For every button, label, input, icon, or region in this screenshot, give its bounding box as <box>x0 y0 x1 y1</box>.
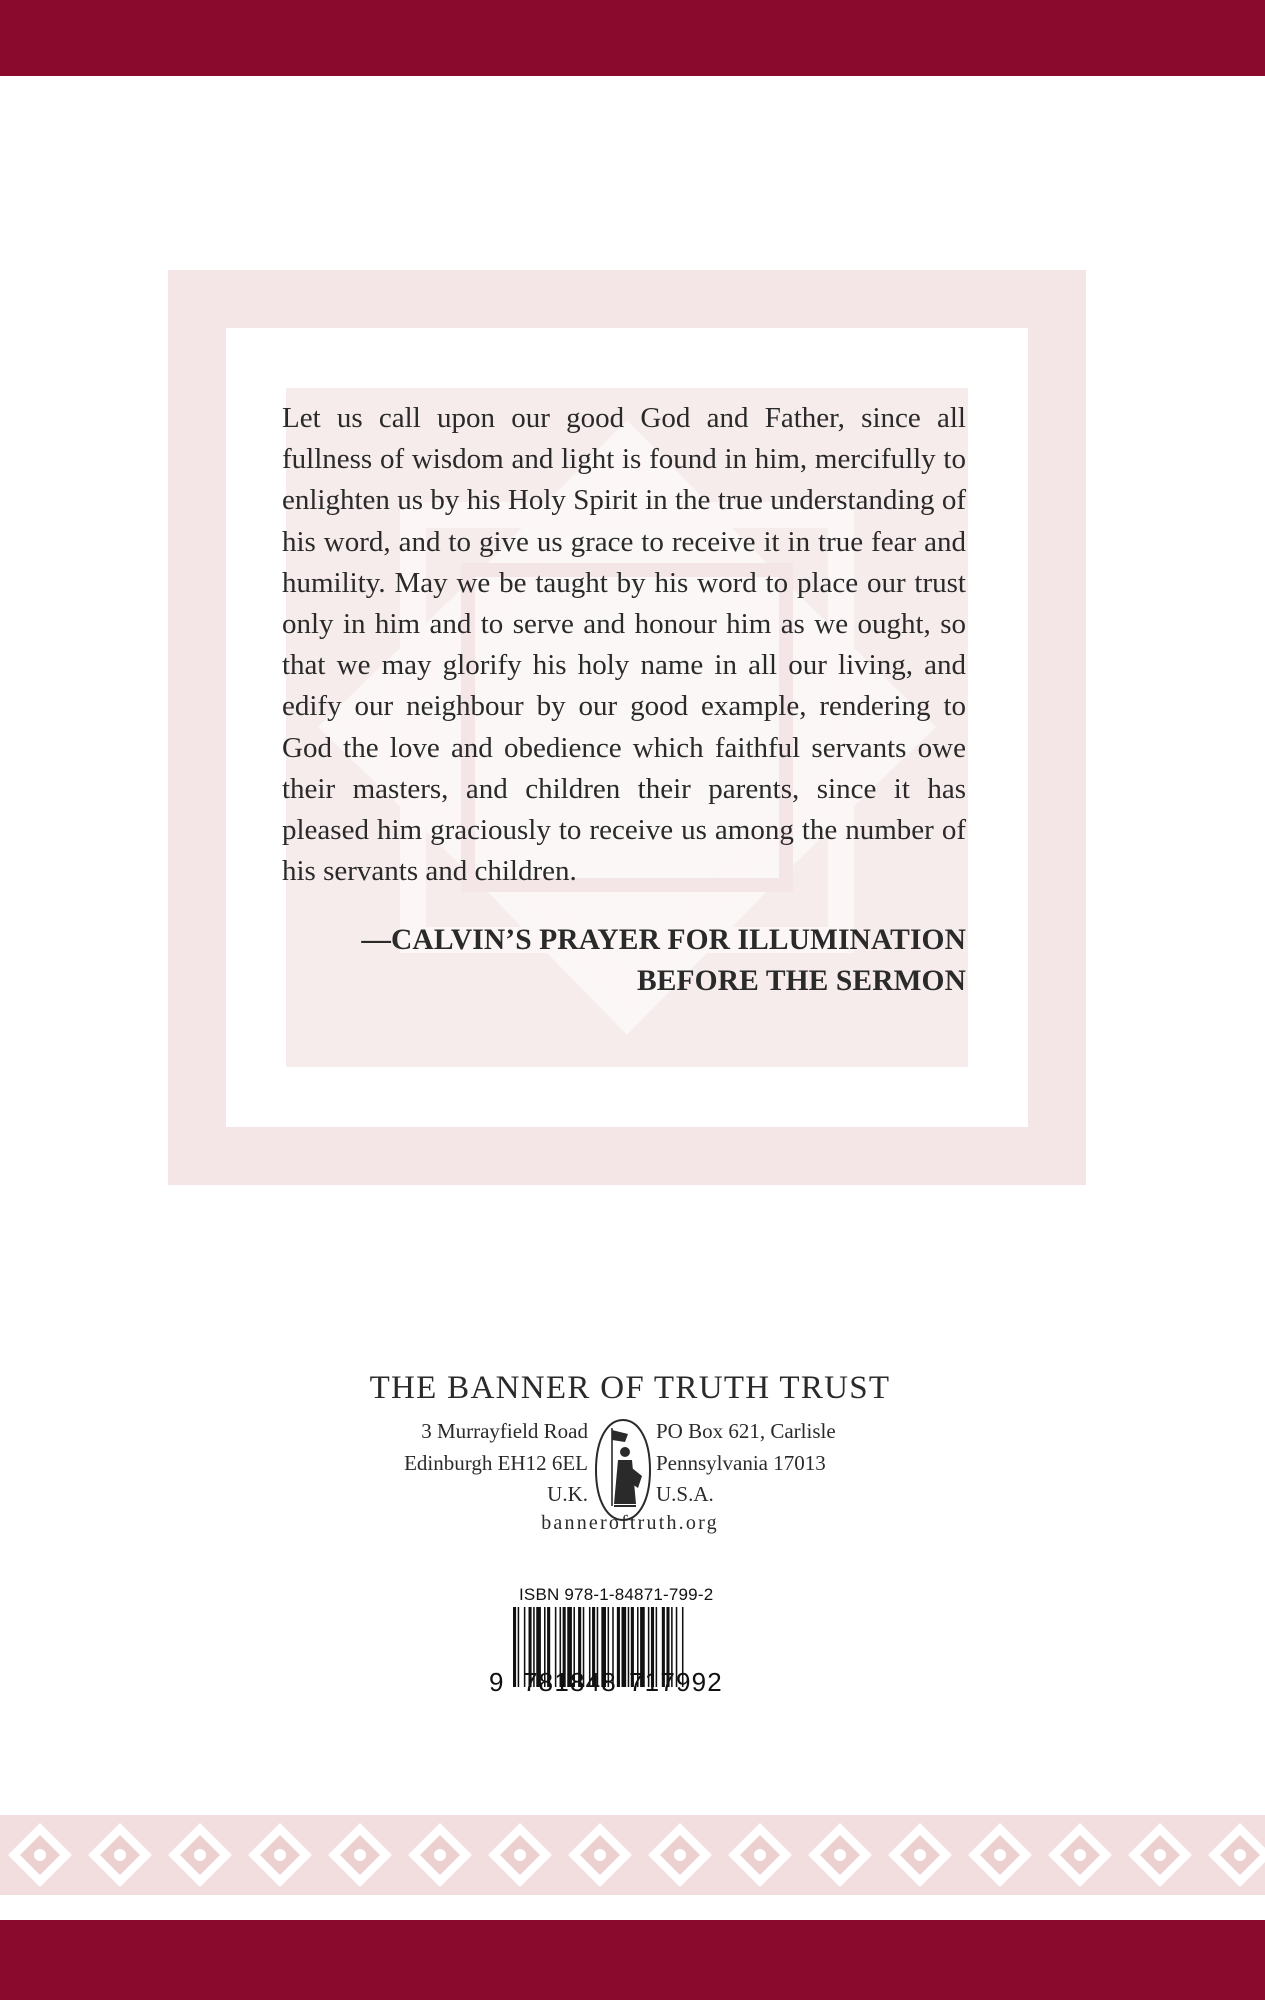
us-address <box>656 1416 916 1511</box>
uk-address-line-1: 3 Murrayfield Road <box>421 1419 588 1443</box>
attribution-line-1: —CALVIN’S PRAYER FOR ILLUMINATION <box>361 924 966 957</box>
border-tile <box>1040 1815 1120 1895</box>
border-tile <box>640 1815 720 1895</box>
us-address-line-2: Pennsylvania 17013 <box>656 1450 826 1475</box>
quote-text: Let us call upon our good God and Father, since all fullness of wisdom and light is found in him, mercifully to enlighten us by his Holy Spirit in the true understanding of his word, and to give us grace to receive it in true fear and humility. May we be taught by his word to place our trust only in him and to serve and honour him as we ought, so that we may glorify his holy name in all our living, and edify our neighbour by our good example, rendering to God the love and obedience which faithful servants owe their masters, and children their parents, since it has pleased him graciously to receive us among the number of his servants and children. <box>282 402 966 888</box>
publisher-website: banneroftruth.org <box>541 1512 719 1534</box>
barcode-bar <box>622 1607 627 1687</box>
border-tile <box>240 1815 320 1895</box>
publisher-name: THE BANNER OF TRUTH TRUST <box>369 1370 891 1406</box>
uk-address <box>328 1416 588 1511</box>
attribution-line-2: BEFORE THE SERMON <box>637 965 966 998</box>
border-tile <box>1200 1815 1265 1895</box>
border-tile <box>1120 1815 1200 1895</box>
border-tile <box>480 1815 560 1895</box>
uk-address-line-3: U.K. <box>547 1482 588 1506</box>
border-tile <box>800 1815 880 1895</box>
barcode-bar <box>518 1607 520 1687</box>
decorative-border-strip <box>0 1815 1265 1895</box>
isbn-label: ISBN 978-1-84871-799-2 <box>519 1585 714 1604</box>
bottom-color-band <box>0 1920 1265 2000</box>
border-tile <box>400 1815 480 1895</box>
barcode-bar <box>513 1607 516 1687</box>
barcode-digits-left: 781848 <box>523 1667 617 1697</box>
uk-address-line-2: Edinburgh EH12 6EL <box>404 1450 588 1475</box>
barcode-digit-first: 9 <box>489 1667 504 1697</box>
border-tile <box>160 1815 240 1895</box>
top-color-band <box>0 0 1265 76</box>
isbn-barcode <box>489 1585 759 1697</box>
border-tile <box>320 1815 400 1895</box>
border-tile <box>720 1815 800 1895</box>
border-tile <box>960 1815 1040 1895</box>
prayer-quote <box>282 398 966 1002</box>
border-tile <box>0 1815 80 1895</box>
quote-attribution <box>282 920 966 1002</box>
us-address-line-1: PO Box 621, Carlisle <box>656 1419 836 1443</box>
publisher-block <box>330 1368 930 1534</box>
border-tile <box>560 1815 640 1895</box>
us-address-line-3: U.S.A. <box>656 1482 714 1506</box>
border-tile <box>880 1815 960 1895</box>
standard-bearer-logo-icon <box>592 1418 654 1522</box>
barcode-digits-right: 717992 <box>629 1667 723 1697</box>
barcode-bar <box>617 1607 620 1687</box>
border-tile <box>80 1815 160 1895</box>
